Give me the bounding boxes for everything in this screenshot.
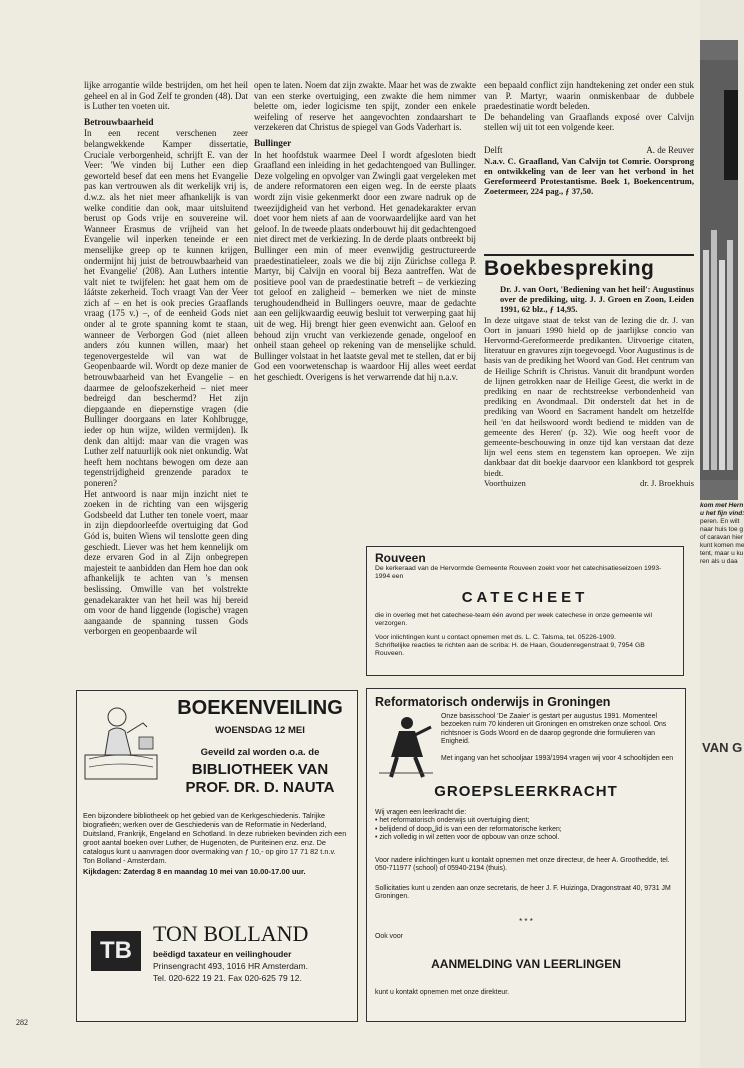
- col2-paragraph-1: open te laten. Noem dat zijn zwakte. Maar het was de zwakte van een sterke overtuiging, een zwakte die hem nimmer belette om, ieder logicisme ten spijt, zonder een enkele weifeling of reserve het aangevochten zondaarshart te verzekeren dat Christus de spiegel van Gods Vaderhart is.: [254, 80, 476, 133]
- company-name: TON BOLLAND: [153, 921, 309, 946]
- caption-line-4: naar huis toe g: [700, 526, 744, 533]
- rouveen-line-3: Schriftelijke reacties te richten aan de scriba: H. de Haan, Goudenregenstraat 9, 7954 GB Rouveen.: [375, 642, 645, 657]
- company-address: Prinsengracht 493, 1016 HR Amsterdam.: [153, 961, 308, 971]
- signature-place: Delft: [484, 144, 503, 155]
- review-title: Dr. J. van Oort, 'Bediening van het heil': Augustinus over de prediking, uitg. J. J. Groen en Zoon, Leiden 1991, 62 blz., ƒ 14,95.: [500, 284, 694, 315]
- column-1: [84, 80, 248, 637]
- school-aanmelding: AANMELDING VAN LEERLINGEN: [431, 957, 621, 971]
- review-heading: Boekbespreking: [484, 257, 655, 280]
- sower-illustration: [377, 713, 435, 779]
- col1-intro: lijke arrogantie wilde bestrijden, om het heil geheel en al in God Zelf te gronden (48). Dat is Luther ten voeten uit.: [84, 80, 248, 112]
- caption-line-8: ren als u daa: [700, 558, 738, 565]
- veiling-kijkdagen: Kijkdagen: Zaterdag 8 en maandag 10 mei van 10.00-17.00 uur.: [83, 867, 306, 876]
- col1-paragraph-2: Het antwoord is naar mijn inzicht niet te zoeken in de richting van een wijsgerig Godsbeeld dat Luther ten tonele voert, maar in zijn diepdoorleefde overtuiging dat God Gód is, buiten Wiens wil tenslotte geen ding geschiedt. Liever was het hem kennelijk om deze ervaren God in al Zijn onbegrepen majesteit te aanbidden dan Hem hoe dan ook afhankelijk te achten van 's mensen beslissing. Omwille van het volstrekte genadekarakter van het heil was hij bereid om voor de hand liggende (logische) vragen aangaande de spanning tussen Gods verborgen en geopenbaarde wil: [84, 488, 248, 637]
- company-tagline: beëdigd taxateur en veilinghouder: [153, 949, 292, 959]
- rouveen-job: CATECHEET: [461, 589, 589, 606]
- school-title: Reformatorisch onderwijs in Groningen: [375, 695, 611, 709]
- req-intro: Wij vragen een leerkracht die:: [375, 809, 467, 816]
- signature-line: [484, 145, 694, 156]
- school-job: GROEPSLEERKRACHT: [434, 783, 618, 800]
- column-3: [484, 80, 694, 196]
- school-contact: kunt u kontakt opnemen met onze direkteur.: [375, 989, 510, 996]
- next-page-heading: VAN G: [702, 740, 743, 755]
- rouveen-title: Rouveen: [375, 551, 426, 565]
- caption-line-6: kunt komen me: [700, 542, 744, 549]
- rouveen-intro: De kerkeraad van de Hervormde Gemeente Rouveen zoekt voor het catechisatieseizoen 1993-1994 een: [375, 565, 662, 580]
- column-2: [254, 80, 476, 383]
- school-stars: * * *: [519, 917, 533, 926]
- engraving-illustration: [83, 697, 159, 783]
- signature-name: A. de Reuver: [646, 144, 694, 155]
- veiling-library-1: BIBLIOTHEEK VAN: [191, 761, 329, 778]
- col1-paragraph-1: In een recent verschenen zeer belangwekkende Kamper dissertatie, Cruciale verborgenheid, schrijft E. van der Veer: 'We vinden bij Luther een diep geworteld besef dat een mens het Evangelie pas kan vertrouwen als dit werkelijk vrij is, d.w.z. als het niet meer afhankelijk is van welke conditie dan ook, maar uitsluitend berust op Gods vrije en souvereine wil. Wanneer Erasmus de vrijheid van het Evangelie wil inperken teneinde er een menselijke greep op te kunnen krijgen, ondermijnt hij juist de betrouwbaarheid van het Evangelie' (208). Aan Luthers intentie valt niet te twijfelen: het gaat hem om de láátste zekerheid. Toch vraagt Van der Veer zich af – en het is ook precies Graaflands vraag (175 v.) –, of de eenheid Gods niet onder al te grote spanning komt te staan, wanneer de Verborgen God (niet alleen anders zóu kunnen willen, maar) het tegenovergestelde wil van wat de Geopenbaarde wil. Wordt op deze manier de betrouwbaarheid van het Evangelie – en daarmee de geloofszekerheid – niet meer bedreigd dan beschermd? Het zijn diepgaande en diepernstige vragen (die Bullinger doorgaans en later Kohlbrugge, ieder op hun wijze, wilden vermijden). Ik denk dan altijd: maar van die vragen was Luther zelf natuurlijk ook niet onkundig. Wat heeft hem nochtans bewogen om deze aan tegenstrijdigheid grenzende paradox te poneren?: [84, 128, 248, 488]
- organ-pipes-image: [700, 60, 738, 480]
- logo-text: TB: [100, 937, 132, 964]
- req-1: • het reformatorisch onderwijs uit overtuiging dient;: [375, 817, 530, 825]
- caption-line-1: kom met Hern: [700, 502, 744, 509]
- school-requirements: [375, 809, 675, 842]
- ton-bolland-logo: [91, 931, 141, 971]
- review-name: dr. J. Broekhuis: [640, 477, 694, 488]
- veiling-body: Een bijzondere bibliotheek op het gebied van de Kerkgeschiedenis. Talrijke biografieën; werken over de Geschiedenis van de Reformatie in Nederland, Duitsland, Frankrijk, Engeland en Schotland. In deze rubrieken bevinden zich een groot aantal boeken over Luther, de Hugenoten, de Puriteinen enz. enz. De catalogus kunt u aanvragen door overmaking van ƒ 10,- op giro 17 71 82 t.n.v. Ton Bolland - Amsterdam.: [83, 811, 347, 865]
- caption-line-2: u het fijn vind:: [700, 510, 744, 517]
- caption-line-3: peren. En wilt: [700, 518, 740, 525]
- veiling-date: WOENSDAG 12 MEI: [215, 725, 305, 736]
- review-signature: [484, 478, 694, 488]
- req-2: • belijdend of doopلid is van een der reformatorische kerken;: [375, 825, 562, 833]
- review-text: In deze uitgave staat de tekst van de lezing die dr. J. van Oort in januari 1990 hield op de jaarlijkse concio van Hervormd-Gereformeerde predikanten. Uitvoerige citaten, literatuur en gravures zijn toegevoegd. Voor Augustinus is de basis van de prediking het Woord van God. Het centrum van de Heilige Schrift is Christus. Vanuit dit brandpunt worden de lijnen getrokken naar de Heilige Geest, die werkt in de prediking en naar de rechtstreekse verbondenheid van prediking en Avondmaal. Dit onderstelt dat het in de prediking van Woord en Sacrament handelt om hetzelfde heil 'en dat heilswoord wordt bediend te midden van de gemeente des Heren' (p. 32). Wie oog heeft voor de gemeente-beschouwing in onze tijd kan verstaan dat deze lijn wel eens stem en tegenstem kan oproepen. We zijn dankbaar dat dit boekje daarvoor een klankbord tot gesprek biedt.: [484, 314, 694, 478]
- rouveen-line-1: die in overleg met het catechese-team één avond per week catechese in onze gemeente wil verzorgen.: [375, 612, 652, 627]
- school-paragraph-1: Onze basisschool 'De Zaaier' is gestart per augustus 1991. Momenteel bezoeken ruim 70 kinderen uit Groningen en omstreken onze school. Ons richtsnoer is Gods Woord en de daarop gegronde drie formulieren van Enigheid.: [441, 713, 667, 745]
- col2-paragraph-2: In het hoofdstuk waarmee Deel I wordt afgesloten biedt Graafland een inleiding in het gedachtengoed van Bullinger. Deze volgeling en opvolger van Zwingli gaat vergeleken met de andere reformatoren een eigen weg. In de eerste plaats wordt zijn visie gekenmerkt door een zware nadruk op de tweezijdigheid van het verbond. Het genadekarakter ervan doet voor hem niets af aan de voorwaardelijke aard van het geloof. In de tweede plaats onderbouwt hij dit gedachtengoed niet direct met de verkiezing. In de derde plaats ontbreekt bij Bullinger een min of meer evenwijdig gestructureerde praedestinatieleer, zoals we die bij zijn Zürichse collega P. Martyr, bij Calvijn en vooral bij Beza aantreffen. Wat de positieve pool van de praedestinatie betreft – de verkiezing tot geloof en zaligheid – bemerken we niet de minste terughoudendheid in Bullingers oeuvre, maar de gedachte aan een gelijkwaardig eeuwig besluit tot verwerping gaat hij uit de weg. Hij brengt hier geen evenwicht aan. Geloof en behoud zijn vrucht van verkiezende genade, ongeloof en onheil staan geheel op rekening van de menselijke schuld. Bullinger volstaat in het laatste geval met te stellen, dat er bij God een voorwetenschap is waardoor Hij alles weet eerdat het geschiedt. Overigens is het verwarrende dat hij n.a.v.: [254, 149, 476, 383]
- rouveen-line-2: Voor inlichtingen kunt u contact opnemen met ds. L. C. Talsma, tel. 05226-1909.: [375, 634, 616, 641]
- page-number: 282: [16, 1018, 28, 1027]
- ad-boekenveiling: [76, 690, 358, 1022]
- book-reference: N.a.v. C. Graafland, Van Calvijn tot Comrie. Oorsprong en ontwikkeling van de leer van het verbond in het Gereformeerd Protestantisme. Boek 1, Boekencentrum, Zoetermeer, 224 pag., ƒ 37,50.: [484, 155, 694, 196]
- school-paragraph-2: Met ingang van het schooljaar 1993/1994 vragen wij voor 4 schooltijden een: [441, 755, 674, 762]
- school-info: Voor nadere inlichtingen kunt u kontakt opnemen met onze directeur, de heer A. Groothedde, tel. 050-711977 (school) of 05940-2194 (thuis).: [375, 857, 670, 873]
- photo-caption: [700, 502, 744, 566]
- veiling-sub: Geveild zal worden o.a. de: [200, 747, 320, 758]
- company-phone: Tel. 020-622 19 21. Fax 020-625 79 12.: [153, 973, 302, 983]
- col1-heading: Betrouwbaarheid: [84, 117, 154, 128]
- school-ook-voor: Ook voor: [375, 933, 403, 940]
- col2-heading: Bullinger: [254, 138, 292, 149]
- caption-line-5: of caravan hier: [700, 534, 743, 541]
- review-place: Voorthuizen: [484, 477, 526, 488]
- school-sollicitaties: Sollicitaties kunt u zenden aan onze secretaris, de heer J. F. Huizinga, Dragonstraat 40, 9731 JM Groningen.: [375, 885, 671, 901]
- veiling-library-2: PROF. DR. D. NAUTA: [185, 779, 335, 796]
- review-rule: [484, 254, 694, 256]
- veiling-title: BOEKENVEILING: [177, 697, 343, 719]
- caption-line-7: tent, maar u ku: [700, 550, 744, 557]
- col3-paragraph-1: een bepaald conflict zijn handtekening zet onder een stuk van P. Martyr, waarin onmiskenbaar de dubbele praedestinatie wordt beleden.: [484, 80, 694, 112]
- review-column: [484, 284, 694, 488]
- req-3: • zich volledig in wil zetten voor de opbouw van onze school.: [375, 833, 560, 841]
- ad-rouveen: [366, 546, 684, 676]
- col3-paragraph-2: De behandeling van Graaflands exposé over Calvijn stellen wij uit tot een volgende keer.: [484, 111, 694, 133]
- ad-school: [366, 688, 686, 1022]
